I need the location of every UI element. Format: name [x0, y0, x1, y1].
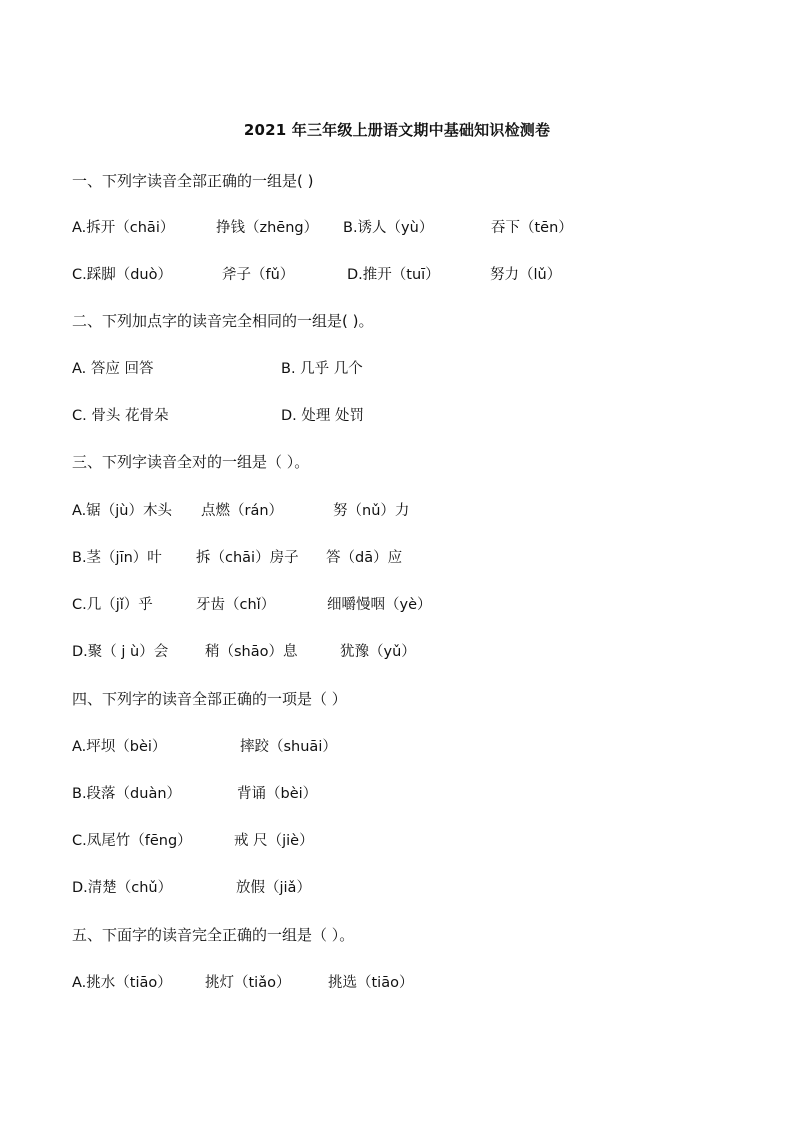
option-c-item-1: C.几（jǐ）乎	[72, 597, 153, 613]
option-a-item-3: 努（nǔ）力	[333, 503, 410, 519]
question-3-row-b	[72, 546, 722, 568]
question-4-row-c	[72, 829, 722, 851]
option-b-item-1: B.茎（jīn）叶	[72, 550, 162, 566]
option-a-item-2: 挣钱（zhēng）	[216, 220, 319, 236]
question-4-row-d	[72, 876, 722, 898]
question-3-row-c	[72, 593, 722, 615]
option-d-item-2: 努力（lǔ）	[490, 267, 562, 283]
option-c-item-2: 戒 尺（jiè）	[234, 833, 314, 849]
option-c-item-1: C.凤尾竹（fēng）	[72, 833, 192, 849]
option-a-item-3: 挑选（tiāo）	[328, 975, 414, 991]
option-d-item-2: 稍（shāo）息	[205, 644, 298, 660]
option-d: D. 处理 处罚	[281, 408, 364, 424]
question-2-row-2	[72, 404, 722, 426]
option-c-item-3: 细嚼慢咽（yè）	[327, 597, 432, 613]
option-a-item-1: A.坪坝（bèi）	[72, 739, 167, 755]
option-c: C. 骨头 花骨朵	[72, 408, 169, 424]
option-b-item-2: 吞下（tēn）	[491, 220, 573, 236]
question-5-stem: 五、下面字的读音完全正确的一组是（ ）。	[72, 926, 355, 944]
question-3-row-d	[72, 640, 722, 662]
question-4-row-a	[72, 735, 722, 757]
option-c-item-2: 斧子（fǔ）	[222, 267, 295, 283]
question-2-row-1	[72, 357, 722, 379]
option-d-item-3: 犹豫（yǔ）	[340, 644, 416, 660]
option-c-item-2: 牙齿（chǐ）	[196, 597, 276, 613]
document-title: 2021 年三年级上册语文期中基础知识检测卷	[243, 121, 551, 139]
question-2-stem: 二、下列加点字的读音完全相同的一组是( )。	[72, 312, 374, 330]
question-3-row-a	[72, 499, 722, 521]
option-a-item-1: A.锯（jù）木头	[72, 503, 172, 519]
question-1-row-2	[72, 263, 722, 285]
option-b-item-1: B.诱人（yù）	[343, 220, 434, 236]
option-b-item-2: 背诵（bèi）	[237, 786, 318, 802]
option-a-item-1: A.拆开（chāi）	[72, 220, 175, 236]
option-b: B. 几乎 几个	[281, 361, 363, 377]
question-1-row-1	[72, 216, 722, 238]
option-b-item-2: 拆（chāi）房子	[196, 550, 299, 566]
option-a-item-1: A.挑水（tiāo）	[72, 975, 172, 991]
option-a: A. 答应 回答	[72, 361, 154, 377]
option-d-item-1: D.清楚（chǔ）	[72, 880, 173, 896]
question-1-stem: 一、下列字读音全部正确的一组是( )	[72, 172, 314, 190]
option-d-item-1: D.推开（tuī）	[347, 267, 440, 283]
question-3-stem: 三、下列字读音全对的一组是（ ）。	[72, 453, 310, 471]
option-d-item-2: 放假（jiǎ）	[236, 880, 311, 896]
question-4-stem: 四、下列字的读音全部正确的一项是（ ）	[72, 690, 347, 708]
option-b-item-3: 答（dā）应	[326, 550, 403, 566]
question-4-row-b	[72, 782, 722, 804]
question-5-row-a	[72, 971, 722, 993]
option-a-item-2: 挑灯（tiǎo）	[205, 975, 291, 991]
option-d-item-1: D.聚（ j ù）会	[72, 644, 169, 660]
option-b-item-1: B.段落（duàn）	[72, 786, 182, 802]
option-c-item-1: C.踩脚（duò）	[72, 267, 172, 283]
option-a-item-2: 摔跤（shuāi）	[240, 739, 337, 755]
option-a-item-2: 点燃（rán）	[201, 503, 284, 519]
